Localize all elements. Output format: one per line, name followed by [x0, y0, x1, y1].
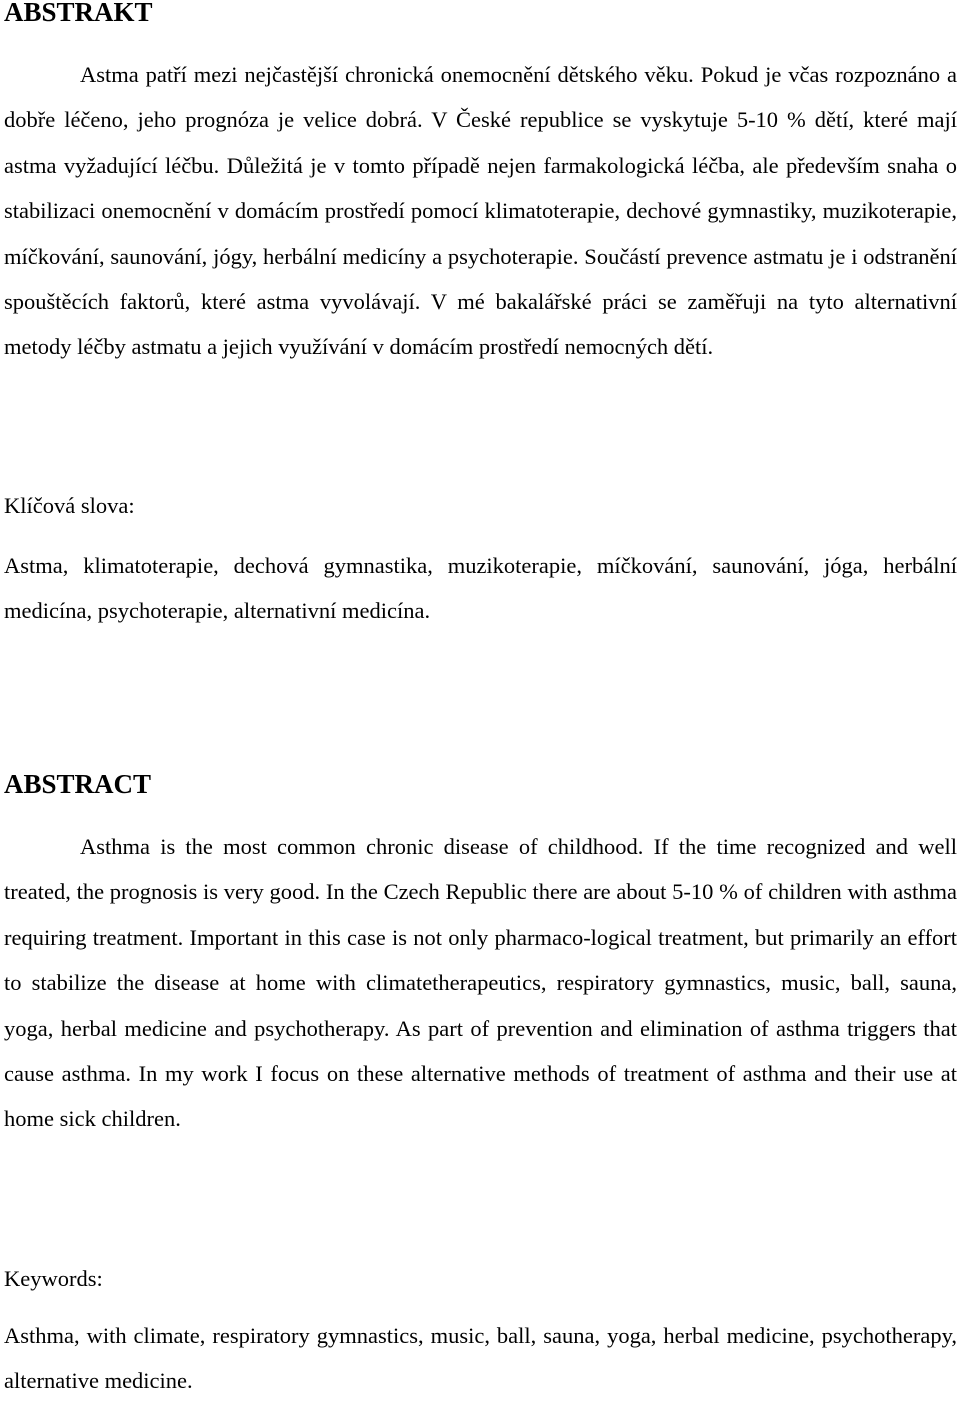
czech-abstract-text: Astma patří mezi nejčastější chronická onemocnění dětského věku. Pokud je včas rozpoznáno a dobře léčeno, jeho prognóza je velice dobrá. V České republice se vyskytuje 5-10 % dětí, které mají astma vyžadující léčbu. Důležitá je v tomto případě nejen farmakologická léčba, ale především snaha o stabilizaci onemocnění v domácím prostředí pomocí klimatoterapie, dechové gymnastiky, muzikoterapie, míčkování, saunování, jógy, herbální medicíny a psychoterapie. Součástí prevence astmatu je i odstranění spouštěcích faktorů, které astma vyvolávají. V mé bakalářské práci se zaměřuji na tyto alternativní metody léčby astmatu a jejich využívání v domácím prostředí nemocných dětí. — [4, 62, 957, 360]
english-abstract-paragraph — [4, 824, 957, 1142]
english-abstract-text: Asthma is the most common chronic disease of childhood. If the time recognized and well treated, the prognosis is very good. In the Czech Republic there are about 5-10 % of children with asthma requiring treatment. Important in this case is not only pharmaco-logical treatment, but primarily an effort to stabilize the disease at home with climatetherapeutics, respiratory gymnastics, music, ball, sauna, yoga, herbal medicine and psychotherapy. As part of prevention and elimination of asthma triggers that cause asthma. In my work I focus on these alternative methods of treatment of asthma and their use at home sick children. — [4, 834, 957, 1132]
czech-keywords-label: Klíčová slova: — [4, 493, 135, 518]
czech-abstract-paragraph — [4, 52, 957, 370]
english-abstract-heading: ABSTRACT — [4, 769, 152, 799]
english-keywords-label: Keywords: — [4, 1266, 103, 1291]
czech-abstract-heading: ABSTRAKT — [4, 0, 153, 27]
english-keywords-list: Asthma, with climate, respiratory gymnastics, music, ball, sauna, yoga, herbal medicine, psychotherapy, alternative medicine. — [4, 1323, 957, 1394]
czech-keywords-list: Astma, klimatoterapie, dechová gymnastika, muzikoterapie, míčkování, saunování, jóga, herbální medicína, psychoterapie, alternativní medicína. — [4, 553, 957, 624]
